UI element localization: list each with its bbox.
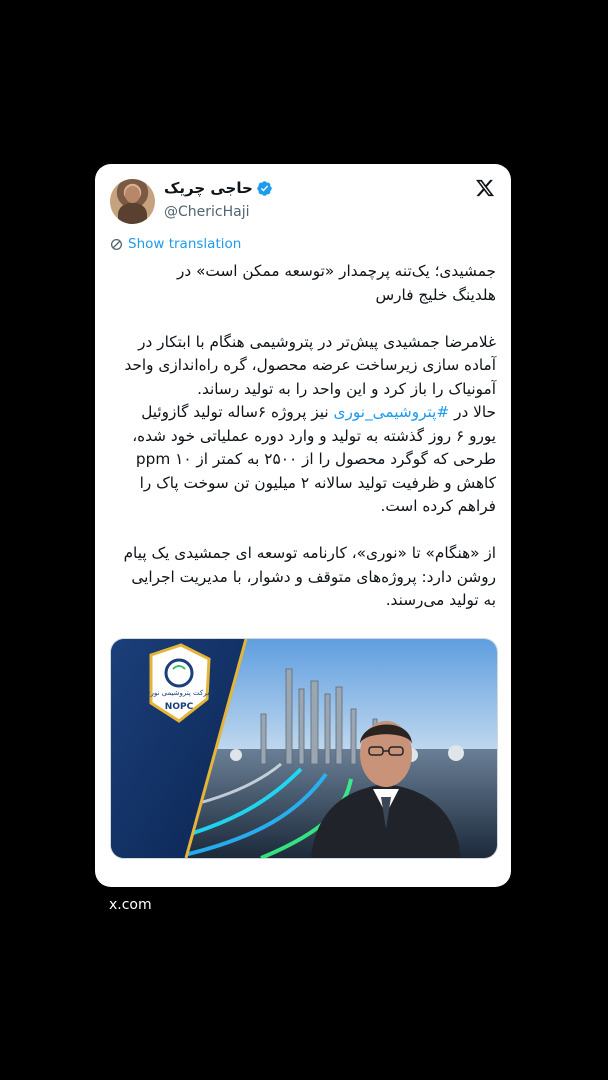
tweet-line: از «هنگام» تا «نوری»، کارنامه توسعه ای جمشیدی یک پیام (123, 544, 496, 562)
tweet-line: آماده سازی زیرساخت عرضه محصول، گره راه‌اندازی واحد (124, 356, 496, 374)
tweet-text (110, 260, 496, 613)
show-translation-label[interactable]: Show translation (128, 236, 242, 252)
tweet-text-fragment: حالا در (449, 403, 496, 421)
verified-badge-icon (256, 180, 273, 197)
tweet-line: غلامرضا جمشیدی پیش‌تر در پتروشیمی هنگام با ابتکار در (138, 332, 496, 351)
logo-text: شرکت پتروشیمی نوری (145, 689, 213, 697)
show-translation-link[interactable] (110, 236, 241, 252)
logo-abbr: NOPC (164, 702, 194, 712)
tweet-line: به تولید می‌رسند. (385, 591, 496, 609)
translate-icon (110, 238, 123, 251)
tweet-line: روشن دارد: پروژه‌های متوقف و دشوار، با مدیریت اجرایی (131, 567, 496, 586)
tweet-line: آمونیاک را باز کرد و این واحد را به تولید رساند. (197, 379, 496, 398)
tweet-line: طرحی که گوگرد محصول را از ۲۵۰۰ به کمتر از ۱۰ ppm (135, 450, 496, 468)
tweet-text-fragment: نیز پروژه ۶ساله تولید گازوئیل (141, 403, 334, 421)
tweet-card[interactable] (95, 164, 511, 887)
author-display-name[interactable]: حاجی چریک (164, 179, 253, 197)
tweet-line: جمشیدی؛ یک‌تنه پرچمدار «توسعه ممکن است» در (177, 262, 496, 280)
tweet-media-image[interactable] (110, 638, 498, 859)
x-logo-icon[interactable] (475, 178, 495, 198)
tweet-line: هلدینگ خلیج فارس (375, 285, 496, 304)
author-handle[interactable]: @ChericHaji (164, 204, 250, 220)
hashtag-link[interactable]: #پتروشیمی_نوری (333, 403, 450, 421)
tweet-line: کاهش و ظرفیت تولید سالانه ۲ میلیون تن سوخت پاک را (139, 473, 496, 492)
tweet-line (110, 401, 496, 425)
source-label[interactable]: x.com (109, 897, 152, 913)
tweet-line: یورو ۶ روز گذشته به تولید و وارد دوره عملیاتی خود شده، (132, 426, 496, 445)
tweet-line: فراهم کرده است. (380, 497, 496, 515)
author-avatar[interactable] (110, 179, 155, 224)
author-name-row[interactable] (164, 179, 273, 197)
